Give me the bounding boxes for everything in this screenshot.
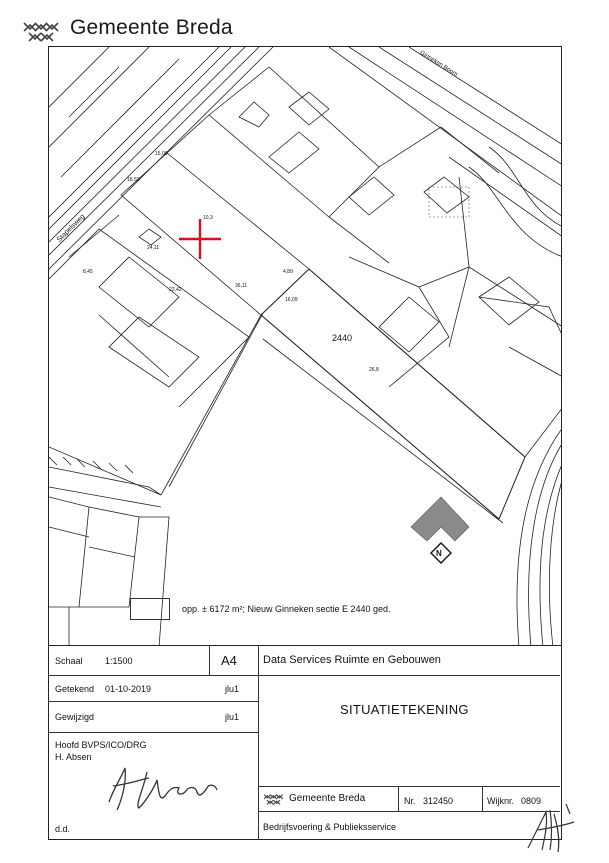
wijknr-label: Wijknr.	[487, 796, 514, 806]
hoofd-label: Hoofd BVPS/ICO/DRG	[55, 740, 147, 750]
dimension-label: 36,11	[235, 283, 248, 289]
getekend-label: Getekend	[55, 684, 95, 694]
legend-swatch	[130, 598, 170, 620]
title-block	[48, 646, 562, 840]
dimension-label: 15,09	[155, 151, 168, 157]
cadastral-map	[48, 46, 562, 646]
dimension-label: 8,45	[83, 269, 93, 275]
initials-scribble-icon	[520, 800, 580, 856]
gewijzigd-by: jlu1	[225, 712, 240, 722]
dimension-label: 16,09	[285, 297, 298, 303]
dimension-label: 4,89	[283, 269, 293, 275]
schaal-value: 1:1500	[105, 656, 133, 666]
service-name: Bedrijfsvoering & Publieksservice	[263, 822, 397, 832]
parcel-number-label: 2440	[332, 333, 353, 343]
location-marker-icon	[179, 219, 221, 259]
street-label-2: Ginneken Boom	[418, 50, 459, 78]
legend-text: opp. ± 6172 m²; Nieuw Ginneken sectie E 2440 ged.	[182, 604, 391, 614]
gemeente-breda-logo-icon	[22, 17, 62, 45]
dimension-label: 18.53	[127, 177, 140, 183]
hoofd-name: H. Absen	[55, 752, 92, 762]
dd-label: d.d.	[55, 824, 71, 834]
street-label: Stapelsweg	[55, 213, 87, 244]
dimension-label: 22,42	[169, 287, 182, 293]
map-drawing	[49, 47, 562, 646]
wijknr-value: 0809	[521, 796, 542, 806]
footer-org-name: Gemeente Breda	[289, 793, 366, 804]
schaal-label: Schaal	[55, 656, 83, 666]
north-label: N	[436, 549, 442, 558]
department-name: Data Services Ruimte en Gebouwen	[263, 654, 441, 666]
dimension-label: 10,3	[203, 215, 213, 221]
dimension-label: 26,8	[369, 367, 379, 373]
header-org-name: Gemeente Breda	[70, 16, 233, 39]
dimension-label: 24,11	[147, 245, 160, 251]
nr-value: 312450	[423, 796, 454, 806]
getekend-by: jlu1	[225, 684, 240, 694]
gemeente-breda-small-logo-icon	[263, 791, 285, 807]
getekend-date: 01-10-2019	[105, 684, 152, 694]
signature-icon	[99, 750, 249, 818]
nr-label: Nr.	[404, 796, 416, 806]
paper-size: A4	[221, 653, 237, 668]
gewijzigd-label: Gewijzigd	[55, 712, 95, 722]
drawing-title: SITUATIETEKENING	[340, 702, 469, 717]
